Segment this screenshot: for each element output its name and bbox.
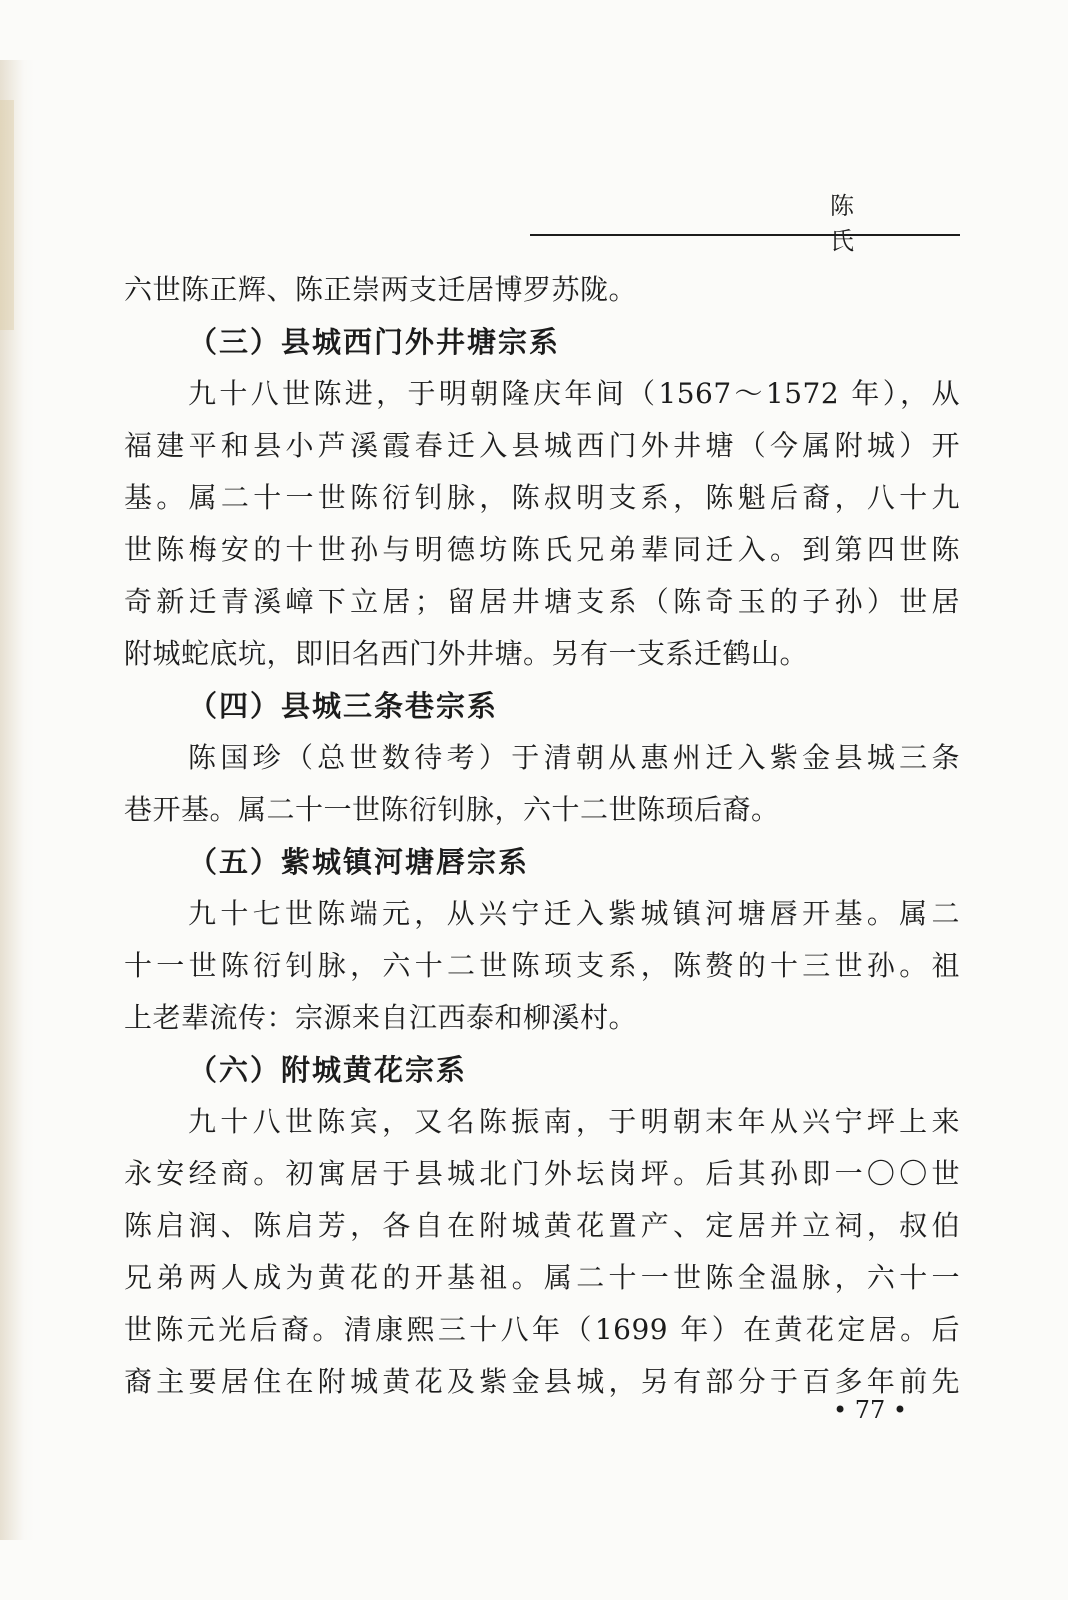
paragraph-first-line: 九十八世陈进，于明朝隆庆年间（1567～1572 年），从 [188, 377, 960, 410]
running-header: 陈 氏 [830, 192, 898, 255]
section-heading: （四）县城三条巷宗系 [188, 689, 499, 723]
paragraph-line: 兄弟两人成为黄花的开基祖。属二十一世陈全温脉，六十一 [124, 1261, 960, 1294]
paragraph-line: 永安经商。初寓居于县城北门外坛岗坪。后其孙即一〇〇世 [124, 1157, 960, 1190]
page-body [124, 264, 960, 1408]
paragraph-line: 世陈元光后裔。清康熙三十八年（1699 年）在黄花定居。后 [124, 1313, 960, 1346]
paragraph-first-line: 九十七世陈端元，从兴宁迁入紫城镇河塘唇开基。属二 [188, 897, 960, 930]
paragraph-line: 奇新迁青溪嶂下立居；留居井塘支系（陈奇玉的子孙）世居 [124, 585, 960, 618]
paragraph-line: 裔主要居住在附城黄花及紫金县城，另有部分于百多年前先 [124, 1365, 960, 1398]
paragraph-first-line: 陈国珍（总世数待考）于清朝从惠州迁入紫金县城三条 [188, 741, 960, 774]
paragraph-line: 陈启润、陈启芳，各自在附城黄花置产、定居并立祠，叔伯 [124, 1209, 960, 1242]
section-heading: （六）附城黄花宗系 [188, 1053, 468, 1087]
paragraph-line: 十一世陈衍钊脉，六十二世陈顼支系，陈赘的十三世孙。祖 [124, 949, 960, 982]
paragraph-last-line: 附城蛇底坑，即旧名西门外井塘。另有一支系迁鹤山。 [124, 637, 809, 670]
section-heading: （五）紫城镇河塘唇宗系 [188, 845, 530, 879]
page-number: • 77 • [832, 1396, 908, 1424]
paragraph-first-line: 九十八世陈宾，又名陈振南，于明朝末年从兴宁坪上来 [188, 1105, 960, 1138]
header-rule [530, 234, 960, 236]
paragraph-line: 基。属二十一世陈衍钊脉，陈叔明支系，陈魁后裔，八十九 [124, 481, 960, 514]
paragraph-line: 福建平和县小芦溪霞春迁入县城西门外井塘（今属附城）开 [124, 429, 960, 462]
paragraph-line: 世陈梅安的十世孙与明德坊陈氏兄弟辈同迁入。到第四世陈 [124, 533, 960, 566]
section-heading: （三）县城西门外井塘宗系 [188, 325, 561, 359]
paragraph-last-line: 巷开基。属二十一世陈衍钊脉，六十二世陈顼后裔。 [124, 793, 780, 826]
scan-edge-stain [0, 100, 14, 330]
paragraph-last-line: 上老辈流传：宗源来自江西泰和柳溪村。 [124, 1001, 638, 1034]
paragraph-last-line: 六世陈正辉、陈正崇两支迁居博罗苏陇。 [124, 273, 638, 306]
